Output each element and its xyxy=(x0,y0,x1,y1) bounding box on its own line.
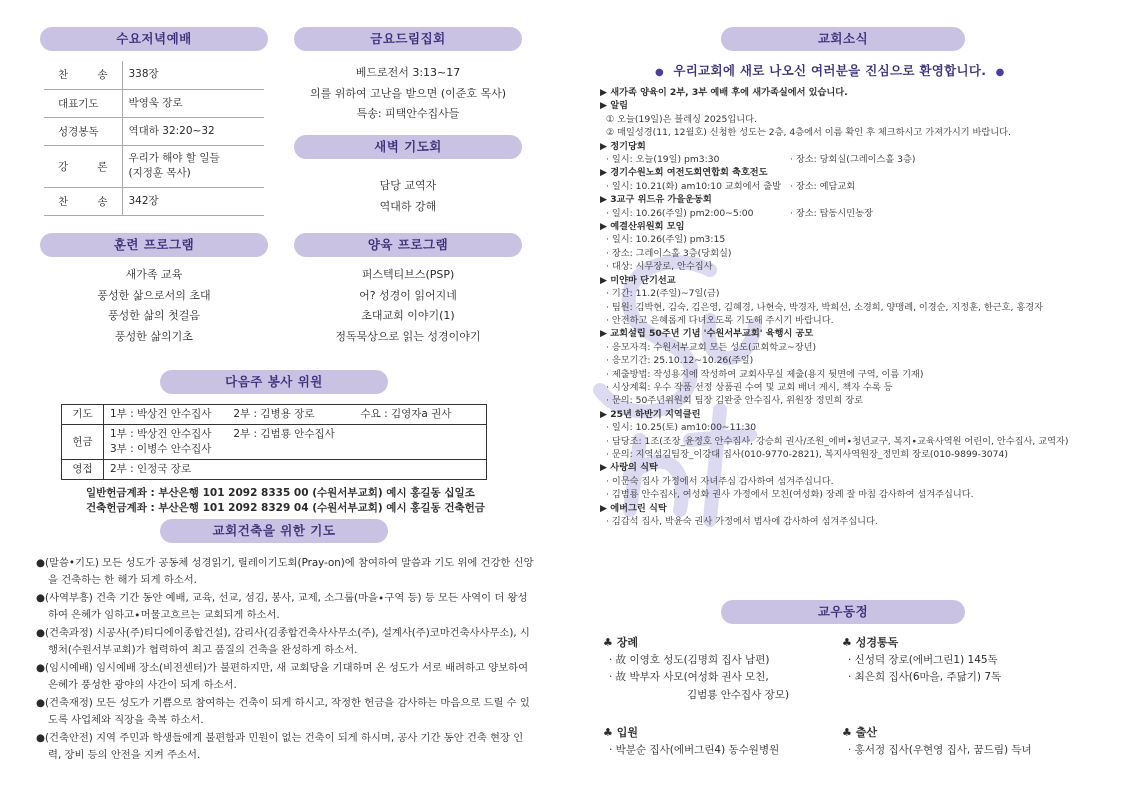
news-heading: ▶ 새가족 양육이 2부, 3부 예배 후에 새가족실에서 있습니다. xyxy=(600,87,848,98)
section-title-volunteers: 다음주 봉사 위원 xyxy=(160,370,388,394)
news-heading: ▶ 알림 xyxy=(600,100,629,112)
news-heading: ▶ 교회설립 50주년 기념 '수원서부교회' 육행시 공모 xyxy=(600,328,814,340)
section-title-wednesday: 수요저녁예배 xyxy=(40,27,268,51)
section-title-training: 훈련 프로그램 xyxy=(40,233,268,257)
news-heading: ▶ 25년 하반기 지역클린 xyxy=(600,408,701,420)
section-title-news: 교회소식 xyxy=(721,27,965,51)
table-row: 영접 2부 : 인정국 장로 xyxy=(62,460,487,480)
news-heading: ▶ 에버그린 식탁 xyxy=(600,502,667,514)
dawn-details: 담당 교역자 역대하 강해 xyxy=(379,179,437,213)
list-item: ●(건축안전) 지역 주민과 학생들에게 불편함과 민원이 없는 건축이 되게 하시며, 공사 기간 동안 건축 현장 인력, 장비 등의 안전을 지켜 주소서. xyxy=(36,732,524,761)
bible-reading-notices: ♣ 성경통독 · 신성덕 장로(에버그린1) 145독 · 최은희 집사(6마을, 주닮기) 7독 xyxy=(842,636,1002,683)
section-title-dawn: 새벽 기도회 xyxy=(294,135,522,159)
table-row: 헌금 1부 : 박상건 안수집사 2부 : 김범룡 안수집사 3부 : 이병수 안수집사 xyxy=(62,425,487,460)
birth-notices: ♣ 출산 · 홍서정 집사(우현영 집사, 꿈드림) 득녀 xyxy=(842,726,1032,756)
list-item: ●(말씀•기도) 모든 성도가 공동체 성경읽기, 릴레이기도회(Pray-on)에 참여하여 말씀과 기도 위에 건강한 신앙을 건축하는 한 해가 되게 하소서. xyxy=(36,557,534,586)
training-list: 새가족 교육 풍성한 삶으로서의 초대 풍성한 삶의 첫걸음 풍성한 삶의기초 xyxy=(97,268,211,343)
general-offering-account: 일반헌금계좌 : 부산은행 101 2092 8335 00 (수원서부교회) 예시 홍길동 십일조 xyxy=(86,487,475,499)
list-item: ●(사역부흥) 건축 기간 동안 예배, 교육, 선교, 섬김, 봉사, 교제, 소그룹(마을∙구역 등) 등 모든 사역이 더 왕성하여 은혜가 임하고∙머물고흐르는 교회되게 하소서. xyxy=(36,592,528,621)
list-item: ●(임시예배) 임시예배 장소(비전센터)가 불편하지만, 새 교회당을 기대하며 온 성도가 서로 배려하고 양보하여 은혜가 풍성한 광야의 사간이 되게 하소서. xyxy=(36,662,529,691)
bullet-icon: ● xyxy=(995,67,1005,78)
nurture-list: 퍼스텍티브스(PSP) 어? 성경이 읽어지네 초대교회 이야기(1) 정독묵상으로 읽는 성경이야기 xyxy=(335,268,481,343)
section-title-friday: 금요드림집회 xyxy=(294,27,522,51)
table-row: 대표기도 박영욱 장로 xyxy=(44,89,264,117)
volunteer-table xyxy=(61,404,487,480)
table-row: 찬 송 342장 xyxy=(44,187,264,215)
church-news-list: ▶ 새가족 양육이 2부, 3부 예배 후에 새가족실에서 있습니다. ▶ 알림 ① 오늘(19일)은 블레싱 2025입니다. ② 매일성경(11, 12월호) 신청한 성도는 2층, 4층에서 이름 확인 후 체크하시고 가져가시기 바랍니다. ▶ 정기당회 · 일시: 오늘(19일) pm3:30 · 장소: 당회실(그레이스홀 3층) ▶ 경기수원노회 여전도회연합회 축호전도 · 일시: 10.21(화) am10:10 교회에서 출발 · 장소: 예담교회 ▶ 3교구 위드유 가을운동회 · 일시: 10.26(주일) pm2:00~5:00 · 장소: 탑동시민농장 ▶ 예결산위원회 모임 · 일시: 10.26(주일) pm3:15 · 장소: 그레이스홀 3층(당회실) · 대상: 시무장로, 안수집사 ▶ 미얀마 단기선교 · 기간: 11.2(주일)~7일(금) · 팀원: 김박현, 김숙, 김은영, 김혜경, 나현숙, 박경자, 박희선, 소경희, 양맹례, 이경순, 지정훈, 한근호, 홍경자 · 안전하고 은혜롭게 다녀오도록 기도해 주시기 바랍니다. ▶ 교회설립 50주년 기념 '수원서부교회' 육행시 공모 · 응모자격: 수원서부교회 모든 성도(교회학교~장년) · 응모기간: 25.10.12~10.26(주일) · 제출방법: 작성용지에 작성하여 교회사무실 제출(용지 뒷면에 구역, 이름 기재) · 시상계획: 우수 작품 선정 상품권 수여 및 교회 배너 게시, 책자 수록 등 · 문의: 50주년위원회 팀장 김완중 안수집사, 위원장 정민희 장로 ▶ 25년 하반기 지역클린 · 일시: 10.25(토) am10:00~11:30 · 담당조: 1조(조장_윤정호 안수집사, 강승희 권사/조원_에버∙청년교구, 복지∙교육사역원 어린이, 안수집사, 교역자) · 문의: 지역섬김팀장_이강대 집사(010-9770-2821), 복지사역원장_정민희 장로(010-9899-3074) ▶ 사랑의 식탁 · 이문숙 집사 가정에서 자녀주심 감사하여 섬겨주십니다. · 김범룡 안수집사, 여성화 권사 가정에서 모친(여성화) 장례 잘 마침 감사하여 섬겨주십니다. ▶ 에버그린 식탁 · 김갑석 집사, 박윤숙 권사 가정에서 범사에 감사하여 섬겨주십니다. xyxy=(600,86,1090,528)
bullet-icon: ● xyxy=(655,67,665,78)
news-heading: ▶ 정기당회 xyxy=(600,140,646,152)
building-offering-account: 건축헌금계좌 : 부산은행 101 2092 8329 04 (수원서부교회) 예시 홍길동 건축헌금 xyxy=(86,502,485,514)
list-item: ●(건축재정) 모든 성도가 기쁨으로 참여하는 건축이 되게 하시고, 작정한 헌금을 감사하는 마음으로 드릴 수 있도록 사업체와 직장을 축복 하소서. xyxy=(36,697,530,726)
section-title-nurture: 양육 프로그램 xyxy=(294,233,522,257)
wednesday-service-table xyxy=(44,61,264,216)
sermon-title: 우리가 해야 할 일들 xyxy=(128,152,220,164)
section-title-prayer: 교회건축을 위한 기도 xyxy=(160,519,388,543)
table-row: 찬 송 338장 xyxy=(44,61,264,89)
news-heading: ▶ 경기수원노회 여전도회연합회 축호전도 xyxy=(600,167,768,179)
funeral-notices: ♣ 장례 · 故 이영호 성도(김명희 집사 남편) · 故 박부자 사모(여성화 권사 모친, 김범룡 안수집사 장모) xyxy=(603,636,790,701)
welcome-message: ● 우리교회에 새로 나오신 여러분을 진심으로 환영합니다. ● xyxy=(655,63,1005,78)
hospital-notices: ♣ 입원 · 박분순 집사(에버그린4) 동수원병원 xyxy=(603,726,780,756)
section-title-members: 교우동정 xyxy=(721,600,965,624)
friday-details: 베드로전서 3:13~17 의를 위하여 고난을 받으면 (이준호 목사) 특송: 피택안수집사들 xyxy=(309,66,507,120)
news-heading: ▶ 미얀마 단기선교 xyxy=(600,274,676,286)
sermon-preacher: (지정훈 목사) xyxy=(128,167,191,179)
list-item: ●(건축과정) 시공사(주)티디에이종합건설), 감리사(김종합건축사사무소(주), 설계사(주)코마건축사사무소), 시행처(수원서부교회)가 협력하여 최고 품질의 건축을 완성하게 하소서. xyxy=(36,627,530,656)
table-row: 강 론 우리가 해야 할 일들 (지정훈 목사) xyxy=(44,145,264,187)
table-row: 성경봉독 역대하 32:20~32 xyxy=(44,117,264,145)
prayer-list xyxy=(36,555,536,765)
news-heading: ▶ 예결산위원회 모임 xyxy=(600,221,685,233)
table-row: 기도 1부 : 박상건 안수집사 2부 : 김병용 장로 수요 : 김영자a 권사 xyxy=(62,405,487,425)
news-heading: ▶ 3교구 위드유 가을운동회 xyxy=(600,194,712,206)
news-heading: ▶ 사랑의 식탁 xyxy=(600,462,658,474)
